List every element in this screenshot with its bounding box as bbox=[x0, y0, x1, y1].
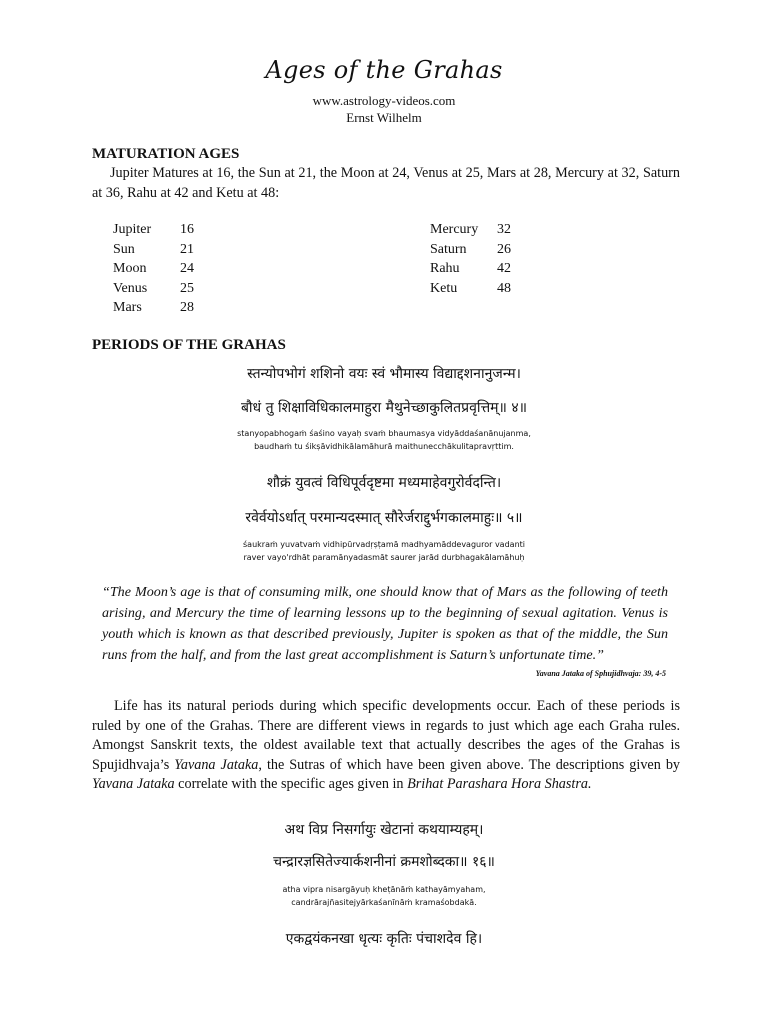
sanskrit-verse: एकद्वयंकनखा धृत्यः कृतिः पंचाशदेव हि। bbox=[285, 931, 483, 947]
sanskrit-verse: शौक्रं युवत्वं विधिपूर्वदृष्टमा मध्यमाहेवगुरोर्वदन्ति। bbox=[266, 475, 502, 491]
transliteration-line: stanyopabhogaṁ śaśino vayaḥ svaṁ bhaumasya vidyāddaśanānujanma, bbox=[237, 429, 531, 438]
graha-name: Saturn bbox=[430, 241, 467, 257]
age-row bbox=[430, 220, 511, 240]
ages-table-right bbox=[430, 220, 511, 298]
graha-age: 16 bbox=[180, 222, 194, 237]
transliteration-line: baudhaṁ tu śikṣāvidhikālamāhurā maithunecchākulitapravṛttim. bbox=[254, 442, 514, 451]
maturation-heading: MATURATION AGES bbox=[92, 146, 240, 162]
sanskrit-verse: स्तन्योपभोगं शशिनो वयः स्वं भौमास्य विद्याद्दशनानुजन्म। bbox=[247, 366, 521, 382]
ages-table-left bbox=[113, 220, 194, 318]
graha-name: Venus bbox=[113, 280, 148, 296]
age-row bbox=[430, 259, 511, 279]
graha-age: 26 bbox=[497, 241, 511, 257]
age-row bbox=[113, 259, 194, 279]
graha-age: 42 bbox=[497, 261, 511, 276]
translation-quote: “The Moon’s age is that of consuming milk, one should know that of Mars as the following of teeth arising, and Mercury the time of learning lessons up to the beginning of sexual agitation. Venus is youth which is known as that described previously, Jupiter is spoken as that of the middle, the Sun runs from the half, and from the last great accomplishment is Saturn’s unfortunate time.” bbox=[102, 584, 668, 663]
graha-name: Mars bbox=[113, 300, 142, 315]
graha-age: 21 bbox=[180, 241, 194, 257]
age-row bbox=[430, 240, 511, 260]
graha-age: 48 bbox=[497, 280, 511, 296]
sanskrit-verse: चन्द्रारज्ञसितेज्यार्कशनीनां क्रमशोब्दका॥ १६॥ bbox=[273, 854, 495, 870]
document-title: Ages of the Grahas bbox=[265, 56, 503, 84]
graha-name: Sun bbox=[113, 241, 135, 257]
body-paragraph bbox=[92, 697, 680, 795]
graha-age: 25 bbox=[180, 280, 194, 296]
book-title: Yavana Jataka bbox=[92, 776, 175, 792]
graha-age: 32 bbox=[497, 222, 511, 237]
graha-name: Jupiter bbox=[113, 222, 152, 237]
graha-name: Mercury bbox=[430, 222, 479, 237]
transliteration-line: raver vayo'rdhāt paramānyadasmāt saurer jarād durbhagakālamāhuḥ bbox=[243, 553, 525, 562]
graha-name: Moon bbox=[113, 261, 147, 276]
sanskrit-verse: अथ विप्र निसर्गायुः खेटानां कथयाम्यहम्। bbox=[284, 822, 484, 838]
paragraph-text: correlate with the specific ages given in bbox=[174, 776, 408, 792]
paragraph-text: Life has its natural periods during which specific developments occur. Each of these periods is ruled by one of the Grahas. There are different views in regards to just which age each Graha rules. Amongst Sanskrit texts, the oldest available text that actually describes the ages of the Grahas is Spujidhvaja’s bbox=[92, 698, 680, 773]
author-name: Ernst Wilhelm bbox=[346, 110, 422, 125]
transliteration-line: atha vipra nisargāyuḥ kheṭānāṁ kathayāmyaham, bbox=[282, 885, 486, 894]
age-row bbox=[430, 279, 511, 299]
website-link[interactable]: www.astrology-videos.com bbox=[312, 93, 456, 108]
maturation-text: Jupiter Matures at 16, the Sun at 21, the Moon at 24, Venus at 25, Mars at 28, Mercury at 32, Saturn at 36, Rahu at 42 and Ketu at 48: bbox=[92, 165, 680, 201]
sanskrit-verse: बौधं तु शिक्षाविधिकालमाहुरा मैथुनेच्छाकुलितप्रवृत्तिम्॥ ४॥ bbox=[240, 400, 528, 416]
sanskrit-verse: रवेर्वयोऽर्धात् परमान्यदस्मात् सौरेर्जराद्दुर्भगकालमाहुः॥ ५॥ bbox=[245, 510, 523, 526]
transliteration-line: śaukraṁ yuvatvaṁ vidhipūrvadṛṣṭamā madhyamāddevaguror vadanti bbox=[243, 540, 525, 549]
transliteration-line: candrārajñasitejyārkaśanīnāṁ kramaśobdakā. bbox=[291, 898, 477, 907]
age-row bbox=[113, 220, 194, 240]
age-row bbox=[113, 240, 194, 260]
graha-name: Ketu bbox=[430, 280, 458, 296]
age-row bbox=[113, 279, 194, 299]
quote-citation: Yavana Jataka of Sphujidhvaja: 39, 4-5 bbox=[535, 669, 666, 678]
graha-age: 24 bbox=[180, 261, 194, 276]
age-row bbox=[113, 298, 194, 318]
graha-age: 28 bbox=[180, 300, 194, 315]
book-title: Yavana Jataka bbox=[174, 756, 259, 773]
book-title: Brihat Parashara Hora Shastra. bbox=[407, 776, 592, 792]
periods-heading: PERIODS OF THE GRAHAS bbox=[92, 337, 286, 353]
graha-name: Rahu bbox=[430, 261, 460, 276]
paragraph-text: , the Sutras of which have been given above. The descriptions given by bbox=[258, 756, 681, 773]
